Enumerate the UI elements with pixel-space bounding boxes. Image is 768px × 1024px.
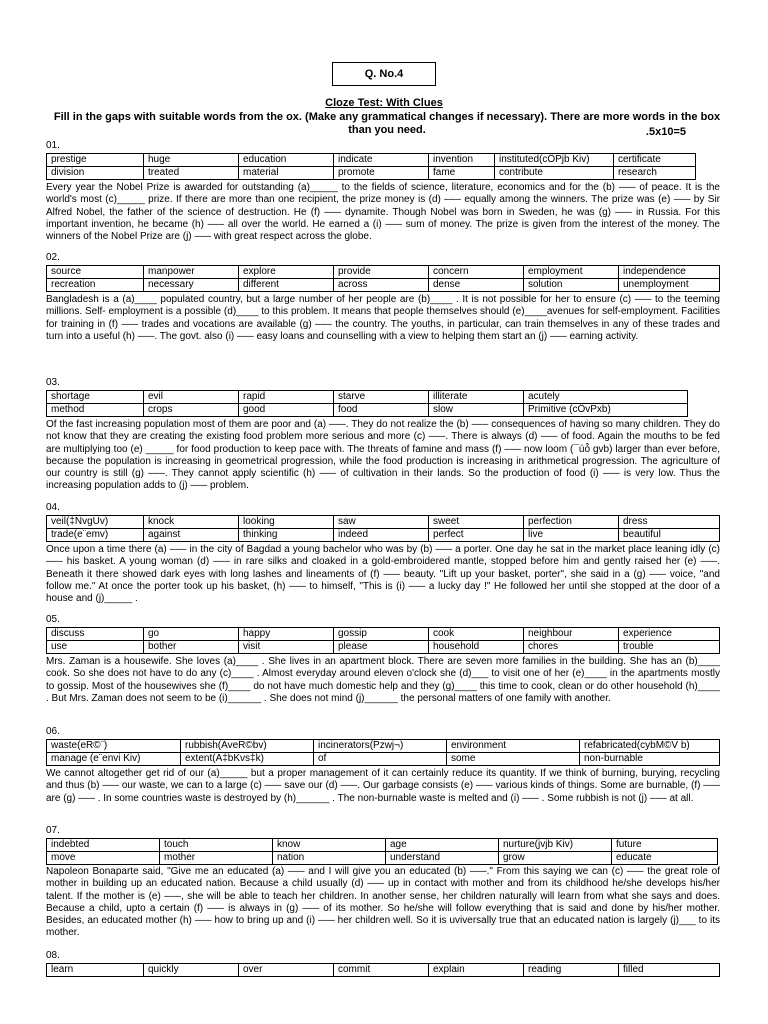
word-box-row xyxy=(47,154,696,167)
word-cell: shortage xyxy=(47,391,144,404)
section-number: 01. xyxy=(46,140,60,151)
question-number-box xyxy=(332,62,436,86)
word-cell: happy xyxy=(239,628,334,641)
word-cell: veil(‡NvgUv) xyxy=(47,516,144,529)
word-cell: promote xyxy=(334,167,429,180)
word-cell: evil xyxy=(144,391,239,404)
word-cell: commit xyxy=(334,964,429,977)
word-box-row xyxy=(47,404,688,417)
instructions: Fill in the gaps with suitable words from the ox. (Make any grammatical changes if necessary). There are more words in the box than you need. xyxy=(53,111,721,136)
word-cell: treated xyxy=(144,167,239,180)
question-number: Q. No.4 xyxy=(364,68,404,80)
word-cell: gossip xyxy=(334,628,429,641)
passage: We cannot altogether get rid of our (a)_____ but a proper management of it can certainly reduce its quantity. If we think of burning, burying, recycling and thus (b) ––– our waste, we can to a large (c) ––– save our (d) –––. Our garbage consists (e) ––– various kinds of things. Some are burnable, (f) ––– are (g) ––– . In some countries waste is destroyed by (h)______ . The non-burnable waste is melted and (i) ––– . Some rubbish is not (j) ––– at all. xyxy=(46,768,720,804)
word-cell: research xyxy=(614,167,696,180)
word-cell: perfect xyxy=(429,529,524,542)
word-cell: chores xyxy=(524,641,619,654)
word-cell: nurture(jvjb Kiv) xyxy=(499,839,612,852)
word-box-row xyxy=(47,839,718,852)
word-box-row xyxy=(47,641,720,654)
word-cell: recreation xyxy=(47,279,144,292)
word-cell: indeed xyxy=(334,529,429,542)
word-cell: illiterate xyxy=(429,391,524,404)
word-cell: age xyxy=(386,839,499,852)
word-cell: rapid xyxy=(239,391,334,404)
word-cell: food xyxy=(334,404,429,417)
word-box xyxy=(46,838,718,865)
word-cell: employment xyxy=(524,266,619,279)
word-box-row xyxy=(47,167,696,180)
word-box xyxy=(46,390,688,417)
word-cell: acutely xyxy=(524,391,688,404)
word-cell: saw xyxy=(334,516,429,529)
word-cell: refabricated(cybM©V b) xyxy=(580,740,720,753)
word-cell: of xyxy=(314,753,447,766)
word-cell: manage (e¨envi Kiv) xyxy=(47,753,181,766)
word-box xyxy=(46,963,720,977)
word-box xyxy=(46,627,720,654)
word-cell: visit xyxy=(239,641,334,654)
word-cell: please xyxy=(334,641,429,654)
section-number: 08. xyxy=(46,950,60,961)
word-cell: source xyxy=(47,266,144,279)
passage: Napoleon Bonaparte said, "Give me an educated (a) ––– and I will give you an educated (b) –––." From this saying we can (c) ––– the great role of mother in building up an educated nation. Because a child usually (d) ––– up in contact with mother and from its childhood he/she develops his/her talent. If the mother is (e) –––, she will be able to teach her children. In another sense, her children naturally will learn from what she says and does. Because a child, upto a certain (f) ––– is always in (g) ––– of its mother. So he/she will follow everything that is said and done by his/her mother. Besides, an educated mother (h) ––– how to bring up and (i) ––– her children well. So it is uviversally true that an educated nation is largely (j)___ to its mother. xyxy=(46,866,720,939)
word-cell: huge xyxy=(144,154,239,167)
word-box xyxy=(46,739,720,766)
word-cell: use xyxy=(47,641,144,654)
word-cell: method xyxy=(47,404,144,417)
word-box-row xyxy=(47,529,720,542)
passage: Once upon a time there (a) ––– in the city of Bagdad a young bachelor who was by (b) ––– a porter. One day he sat in the market place leaning idly (c) ––– his basket. A young woman (d) ––– in rare silks and cloaked in a gold-embroidered mantle, stopped before him and gently raised her (e) –––. Beneath it there showed dark eyes with long lashes and lineaments of (f) ––– beauty. "Lift up your basket, porter", she said in a (g) ––– voice, "and follow me." At once the porter took up his basket, (h) ––– to himself, "This is (i) ––– a lucky day !" He followed her until she stopped at the door of a house and (j)_____ . xyxy=(46,544,720,605)
word-cell: perfection xyxy=(524,516,619,529)
section-number: 04. xyxy=(46,502,60,513)
word-cell: certificate xyxy=(614,154,696,167)
section-number: 05. xyxy=(46,614,60,625)
word-cell: reading xyxy=(524,964,619,977)
word-cell: dense xyxy=(429,279,524,292)
word-box-row xyxy=(47,852,718,865)
word-box-row xyxy=(47,964,720,977)
word-box-row xyxy=(47,740,720,753)
word-cell: division xyxy=(47,167,144,180)
word-cell: environment xyxy=(447,740,580,753)
word-cell: slow xyxy=(429,404,524,417)
word-cell: beautiful xyxy=(619,529,720,542)
word-cell: dress xyxy=(619,516,720,529)
marks-label: .5x10=5 xyxy=(645,126,686,138)
word-cell: non-burnable xyxy=(580,753,720,766)
word-cell: sweet xyxy=(429,516,524,529)
word-cell: across xyxy=(334,279,429,292)
word-cell: looking xyxy=(239,516,334,529)
word-cell: explore xyxy=(239,266,334,279)
word-cell: learn xyxy=(47,964,144,977)
word-cell: thinking xyxy=(239,529,334,542)
word-cell: discuss xyxy=(47,628,144,641)
word-cell: educate xyxy=(612,852,718,865)
word-cell: material xyxy=(239,167,334,180)
word-cell: fame xyxy=(429,167,495,180)
word-cell: starve xyxy=(334,391,429,404)
word-cell: understand xyxy=(386,852,499,865)
word-cell: crops xyxy=(144,404,239,417)
word-box-row xyxy=(47,628,720,641)
word-cell: bother xyxy=(144,641,239,654)
passage: Of the fast increasing population most of them are poor and (a) –––. They do not realize the (b) ––– consequences of having so many children. They do not know that they are creating the existing food problem more serious and more (c) –––. There is always (d) ––– of food. Again the mouths to be fed are multiplying too (e) _____ for food production to keep pace with. The threats of famine and mass (f) ––– now loom (¯úó̂ gvb) larger than ever before, because the population is increasing in geometrical progression, while the food production is increasing in arithmetical progression. The agriculture of our country is still (g) –––. They cannot apply scientific (h) ––– of cultivation in their lands. So the production of food (i) ––– is very low. Thus the increasing population adds to (j) ––– problem. xyxy=(46,419,720,492)
word-box-row xyxy=(47,753,720,766)
word-cell: grow xyxy=(499,852,612,865)
word-box-row xyxy=(47,516,720,529)
word-box-row xyxy=(47,279,720,292)
word-cell: know xyxy=(273,839,386,852)
passage: Every year the Nobel Prize is awarded for outstanding (a)_____ to the fields of science, literature, economics and for the (b) ––– of peace. It is the world's most (c)_____ prize. If there are more than one recipient, the prize money is (d) ––– equally among the winners. The prize was (e) ––– by Sir Alfred Nobel, the father of the science of destruction. He (f) ––– dynamite. Though Nobel was born in Sweden, he was (g) ––– in Russia. For this important invention, he became (h) ––– all over the world. He earned a (i) ––– sum of money. The prize is given from the interest of the money. The winners of the Nobel Prize are (j) ––– with great respect across the globe. xyxy=(46,182,720,243)
word-cell: indebted xyxy=(47,839,160,852)
word-cell: mother xyxy=(160,852,273,865)
word-cell: extent(A‡bKvs‡k) xyxy=(181,753,314,766)
word-box-row xyxy=(47,266,720,279)
word-cell: go xyxy=(144,628,239,641)
word-cell: solution xyxy=(524,279,619,292)
word-cell: touch xyxy=(160,839,273,852)
word-box-row xyxy=(47,391,688,404)
word-box xyxy=(46,515,720,542)
word-cell: neighbour xyxy=(524,628,619,641)
word-cell: live xyxy=(524,529,619,542)
word-cell: Primitive (cÖvPxb) xyxy=(524,404,688,417)
page-title: Cloze Test: With Clues xyxy=(325,97,443,109)
word-cell: trouble xyxy=(619,641,720,654)
word-box xyxy=(46,153,696,180)
word-cell: move xyxy=(47,852,160,865)
word-cell: against xyxy=(144,529,239,542)
word-cell: future xyxy=(612,839,718,852)
word-cell: cook xyxy=(429,628,524,641)
word-cell: invention xyxy=(429,154,495,167)
word-cell: explain xyxy=(429,964,524,977)
word-cell: waste(eR©¨) xyxy=(47,740,181,753)
word-cell: concern xyxy=(429,266,524,279)
word-cell: manpower xyxy=(144,266,239,279)
word-cell: incinerators(Pzwj¬) xyxy=(314,740,447,753)
word-cell: household xyxy=(429,641,524,654)
word-cell: rubbish(AveR©bv) xyxy=(181,740,314,753)
section-number: 03. xyxy=(46,377,60,388)
word-cell: trade(e¨emv) xyxy=(47,529,144,542)
section-number: 02. xyxy=(46,252,60,263)
passage: Bangladesh is a (a)____ populated country, but a large number of her people are (b)____ . It is not possible for her to ensure (c) ––– to the teeming millions. Self- employment is a possible (d)____ to this problem. It means that people themselves should (e)____avenues for self-employment. Facilities for training in (f) ––– trades and vocations are available (g) ––– the country. The youths, in particular, can train themselves in any of these trades and turn into a useful (h) –––. The govt. also (i) ––– easy loans and counselling with a view to helping them start an (j) ––– earning activity. xyxy=(46,294,720,342)
word-cell: necessary xyxy=(144,279,239,292)
word-cell: prestige xyxy=(47,154,144,167)
word-cell: quickly xyxy=(144,964,239,977)
word-cell: over xyxy=(239,964,334,977)
passage: Mrs. Zaman is a housewife. She loves (a)____ . She lives in an apartment block. There are seven more families in the building. She has an (b)____ cook. So she does not have to do any (c)____ . Almost everyday around eleven o'clock she (d)___ to visit one of her (e)____ in the apartments mostly to gossip. Most of the housewives she (f)____ do not have much domestic help and they (g)____ this time to cook, clean or do other household (h)____ . But Mrs. Zaman does not seem to be (i)______ . She does not mind (j)______ the personal matters of one family with another. xyxy=(46,656,720,704)
word-cell: experience xyxy=(619,628,720,641)
word-cell: knock xyxy=(144,516,239,529)
word-box xyxy=(46,265,720,292)
word-cell: instituted(cÖPjb Kiv) xyxy=(495,154,614,167)
word-cell: independence xyxy=(619,266,720,279)
word-cell: contribute xyxy=(495,167,614,180)
word-cell: different xyxy=(239,279,334,292)
section-number: 07. xyxy=(46,825,60,836)
word-cell: unemployment xyxy=(619,279,720,292)
word-cell: indicate xyxy=(334,154,429,167)
word-cell: filled xyxy=(619,964,720,977)
section-number: 06. xyxy=(46,726,60,737)
word-cell: good xyxy=(239,404,334,417)
word-cell: some xyxy=(447,753,580,766)
word-cell: nation xyxy=(273,852,386,865)
word-cell: education xyxy=(239,154,334,167)
word-cell: provide xyxy=(334,266,429,279)
